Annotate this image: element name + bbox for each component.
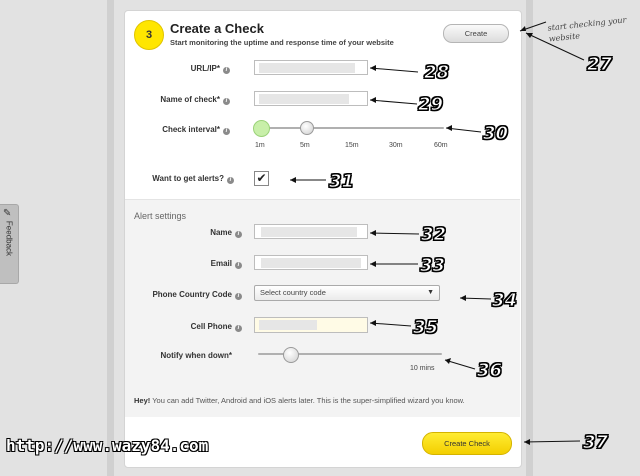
- alert-name-label-text: Name: [210, 228, 232, 237]
- callout-34: 34: [492, 290, 518, 311]
- callout-27: 27: [587, 54, 613, 75]
- interval-tick-30m: 30m: [389, 142, 403, 149]
- card-subtitle: Start monitoring the uptime and response time of your website: [170, 38, 394, 47]
- info-icon[interactable]: i: [227, 177, 234, 184]
- arrow-32: [370, 233, 419, 234]
- info-icon[interactable]: i: [235, 231, 242, 238]
- notify-value-label: 10 mins: [410, 365, 435, 372]
- interval-tick-5m: 5m: [300, 142, 310, 149]
- info-icon[interactable]: i: [223, 98, 230, 105]
- arrow-37: [524, 441, 580, 442]
- interval-tick-60m: 60m: [434, 142, 448, 149]
- notice-body: You can add Twitter, Android and iOS alerts later. This is the super-simplified wizard you know.: [150, 396, 465, 405]
- arrow-27: [526, 33, 584, 60]
- cell-phone-label-text: Cell Phone: [190, 322, 232, 331]
- callout-36: 36: [477, 360, 503, 381]
- annotation-note: start checking your website: [547, 15, 627, 44]
- alert-settings-title: Alert settings: [134, 211, 187, 221]
- info-icon[interactable]: i: [235, 262, 242, 269]
- callout-30: 30: [483, 123, 509, 144]
- info-icon[interactable]: i: [223, 128, 230, 135]
- feedback-label[interactable]: Feedback: [4, 220, 14, 257]
- feedback-icon: ✎: [3, 208, 12, 219]
- watermark: http://www.wazy84.com: [6, 436, 209, 455]
- callout-35: 35: [413, 317, 439, 338]
- arrow-35: [370, 323, 411, 326]
- info-icon[interactable]: i: [235, 293, 242, 300]
- callout-33: 33: [420, 255, 446, 276]
- callout-37: 37: [583, 432, 609, 453]
- callout-32: 32: [421, 224, 447, 245]
- alerts-label-text: Want to get alerts?: [152, 174, 224, 183]
- selected-country-code: Select country code: [260, 288, 326, 297]
- email-label-text: Email: [210, 259, 232, 268]
- create-check-button[interactable]: Create Check: [422, 432, 512, 455]
- notice-lead: Hey!: [134, 396, 151, 405]
- callout-29: 29: [418, 94, 444, 115]
- alerts-checkbox[interactable]: ✔: [254, 171, 269, 186]
- info-icon[interactable]: i: [235, 325, 242, 332]
- callout-31: 31: [329, 171, 355, 192]
- interval-tick-1m: 1m: [255, 142, 265, 149]
- arrow-28: [370, 68, 418, 72]
- interval-tick-15m: 15m: [345, 142, 359, 149]
- create-button[interactable]: Create: [443, 24, 509, 43]
- callout-28: 28: [424, 62, 450, 83]
- notify-label: Notify when down*: [160, 351, 232, 360]
- chevron-down-icon: ▼: [427, 289, 434, 296]
- check-interval-label-text: Check interval*: [162, 125, 220, 134]
- arrow-29: [370, 100, 417, 104]
- card-title: Create a Check: [170, 21, 264, 36]
- name-of-check-label-text: Name of check*: [160, 95, 220, 104]
- url-label-text: URL/IP*: [190, 64, 220, 73]
- phone-country-code-label-text: Phone Country Code: [152, 290, 232, 299]
- step-badge: 3: [134, 20, 164, 50]
- info-icon[interactable]: i: [223, 67, 230, 74]
